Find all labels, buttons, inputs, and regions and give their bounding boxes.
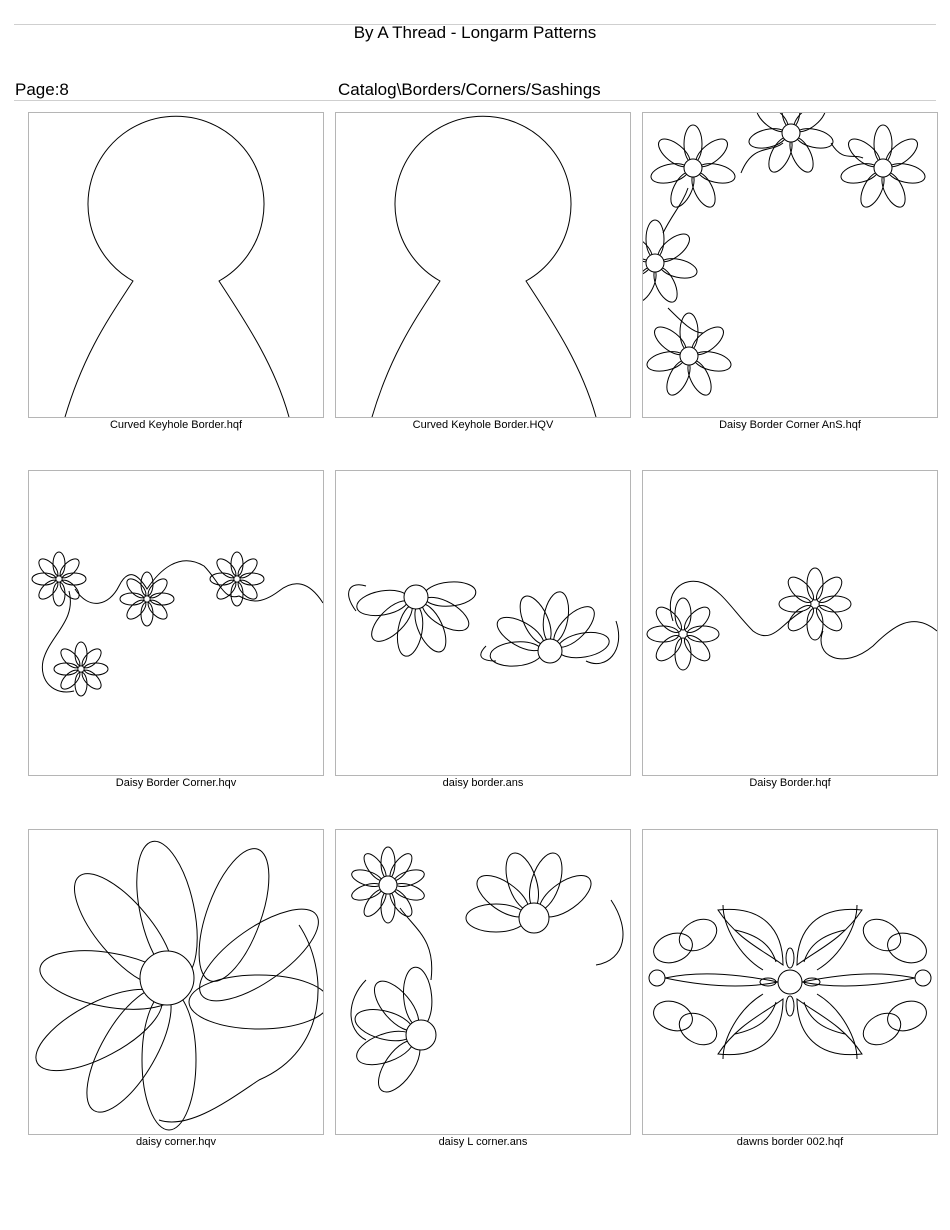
page-title: By A Thread - Longarm Patterns <box>353 23 597 42</box>
pattern-tile[interactable] <box>28 470 324 790</box>
daisy-border-image <box>336 471 630 775</box>
pattern-caption: Daisy Border Corner.hqv <box>115 777 237 789</box>
pattern-tile[interactable] <box>642 470 938 790</box>
pattern-tile[interactable] <box>28 829 324 1149</box>
pattern-caption: daisy corner.hqv <box>135 1136 217 1148</box>
pattern-tile[interactable] <box>642 112 938 432</box>
pattern-caption: Daisy Border Corner AnS.hqf <box>719 419 861 431</box>
pattern-caption: daisy border.ans <box>442 777 524 789</box>
catalog-path: Catalog\Borders/Corners/Sashings <box>338 80 601 99</box>
pattern-caption: Daisy Border.hqf <box>749 777 831 789</box>
pattern-preview <box>642 829 938 1135</box>
pattern-preview <box>28 112 324 418</box>
pattern-caption: dawns border 002.hqf <box>736 1136 844 1148</box>
pattern-preview <box>28 829 324 1135</box>
pattern-preview <box>28 470 324 776</box>
pattern-tile[interactable] <box>642 829 938 1149</box>
pattern-tile[interactable] <box>335 470 631 790</box>
daisy-l-corner-image <box>336 830 630 1134</box>
daisy-border-corner-image <box>29 471 323 775</box>
pattern-caption: daisy L corner.ans <box>438 1136 528 1148</box>
pattern-preview <box>642 112 938 418</box>
keyhole-pattern-image <box>336 113 630 417</box>
pattern-tile[interactable] <box>335 829 631 1149</box>
pattern-preview <box>335 470 631 776</box>
daisy-corner-pattern-image <box>643 113 937 417</box>
daisy-border-hqf-image <box>643 471 937 775</box>
pattern-tile[interactable] <box>28 112 324 432</box>
pattern-caption: Curved Keyhole Border.HQV <box>412 419 554 431</box>
pattern-preview <box>335 112 631 418</box>
page-number: Page:8 <box>15 80 69 99</box>
pattern-preview <box>642 470 938 776</box>
pattern-tile[interactable] <box>335 112 631 432</box>
pattern-caption: Curved Keyhole Border.hqf <box>109 419 243 431</box>
pattern-preview <box>335 829 631 1135</box>
dawns-border-image <box>643 830 937 1134</box>
keyhole-pattern-image <box>29 113 323 417</box>
header-rule <box>14 100 936 101</box>
daisy-corner-image <box>29 830 323 1134</box>
